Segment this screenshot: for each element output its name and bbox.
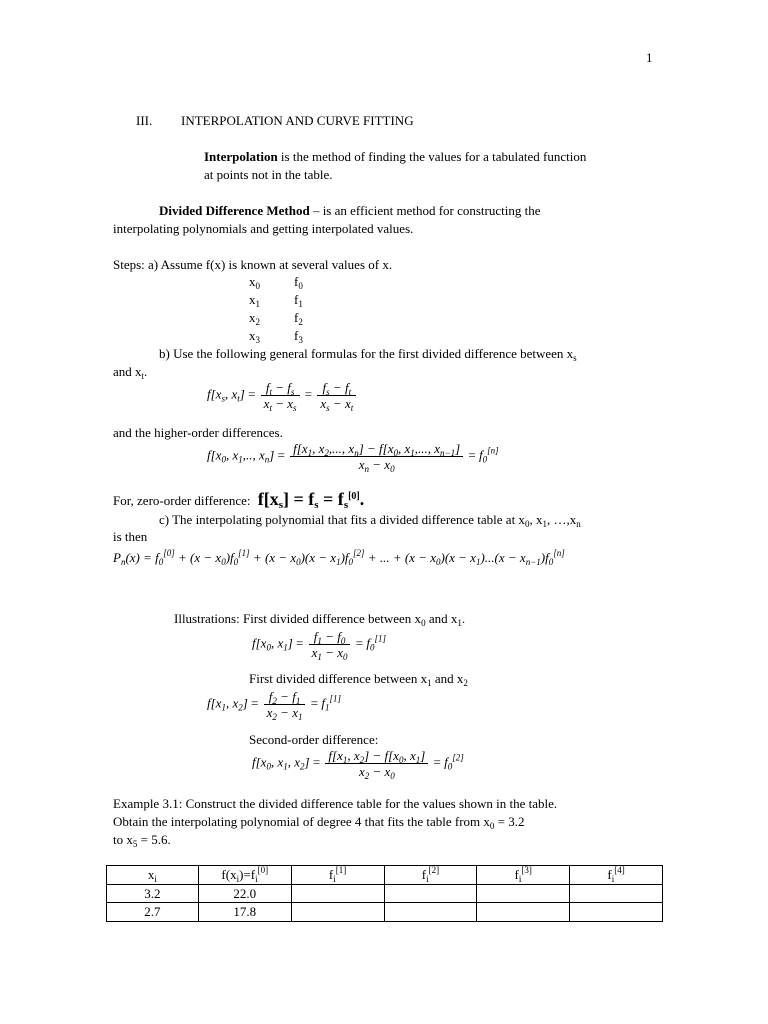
illustrations-intro: Illustrations: First divided difference between $x_0$ and $x_1$. <box>174 611 466 628</box>
header-f3: $f_i[3]$ <box>477 866 570 885</box>
table-cell: 2.7 <box>107 903 199 922</box>
header-f4: $f_i[4]$ <box>570 866 663 885</box>
steps-intro: Steps: a) Assume f(x) is known at several values of x. <box>113 257 393 272</box>
table-row <box>107 903 663 922</box>
steps-f0: $f_0$ <box>294 274 303 291</box>
steps-f3: $f_3$ <box>294 328 303 345</box>
zero-order-line: For, zero-order difference: $f[x_s] = f_s = f_s[0]$. <box>113 489 365 511</box>
section-title: INTERPOLATION AND CURVE FITTING <box>181 113 414 128</box>
table-cell <box>477 884 570 903</box>
ddm-definition <box>159 202 541 220</box>
header-xi: $x_i$ <box>107 866 199 885</box>
table-cell <box>570 884 663 903</box>
interpolating-polynomial: $P_n(x) = f_0[0] + (x - x_0)f_0[1] + (x - x_0)(x - x_1)f_0[2]$ + ... + $(x - x_0)(x - x_1)...(x - x_{n-1})f_0[n]$ <box>113 548 565 567</box>
illustration-formula-2: $f[x_1$, $x_2$] = $\frac{f_2 - f_1}{x_2 - x_1}$ = $f_1[1]$ <box>207 689 341 722</box>
higher-order-formula: $f[x_0$, $x_1$,.., $x_n$] = $\frac{f[x_1, x_2,..., x_n] - f[x_0, x_1,..., x_{n-1}]}{x_n - x_0}$ = $f_0[n]$ <box>207 441 499 474</box>
page-number: 1 <box>646 50 653 65</box>
table-cell <box>291 884 384 903</box>
table-cell: 22.0 <box>198 884 291 903</box>
illustration-formula-3: $f[x_0$, $x_1$, $x_2$] = $\frac{f[x_1, x_2] - f[x_0, x_1]}{x_2 - x_0}$ = $f_0[2]$ <box>252 748 464 781</box>
first-difference-formula: $f[x_s$, $x_t$] = $\frac{f_t - f_s}{x_t - x_s}$ = $\frac{f_s - f_t}{x_s - x_t}$ <box>207 380 358 411</box>
section-number: III. <box>136 113 153 128</box>
ddm-line1: – is an efficient method for constructing the <box>309 203 541 218</box>
interpolation-term: Interpolation <box>204 149 278 164</box>
step-b-line1: b) Use the following general formulas for the first divided difference between $x_s$ <box>159 346 577 363</box>
table-cell: 17.8 <box>198 903 291 922</box>
example-line2: Obtain the interpolating polynomial of degree 4 that fits the table from $x_0 = 3.2$ <box>113 814 525 831</box>
interpolation-line1: is the method of finding the values for a tabulated function <box>277 149 587 164</box>
step-c-line1: c) The interpolating polynomial that fits a divided difference table at $x_0$, $x_1$, $\dots,x_n$ <box>159 512 581 529</box>
interpolation-definition <box>204 148 586 166</box>
illustration-formula-1: $f[x_0$, $x_1$] = $\frac{f_1 - f_0}{x_1 - x_0}$ = $f_0[1]$ <box>252 629 386 662</box>
table-cell <box>477 903 570 922</box>
steps-f2: $f_2$ <box>294 310 303 327</box>
table-cell <box>384 903 477 922</box>
interpolation-line2: at points not in the table. <box>204 167 333 182</box>
header-fxi: $f(x_i)=f_i[0]$ <box>198 866 291 885</box>
step-c-line2: is then <box>113 529 148 544</box>
steps-x3: $x_3$ <box>249 328 260 345</box>
steps-x0: $x_0$ <box>249 274 260 291</box>
ddm-line2: interpolating polynomials and getting interpolated values. <box>113 221 414 236</box>
table-cell <box>384 884 477 903</box>
second-order-label: Second-order difference: <box>249 732 379 747</box>
divided-difference-table <box>106 865 663 922</box>
ddm-term: Divided Difference Method <box>159 203 310 218</box>
header-f1: $f_i[1]$ <box>291 866 384 885</box>
table-row <box>107 884 663 903</box>
example-line1: Example 3.1: Construct the divided difference table for the values shown in the table. <box>113 796 558 811</box>
table-cell <box>291 903 384 922</box>
higher-order-label: and the higher-order differences. <box>113 425 283 440</box>
table-cell <box>570 903 663 922</box>
steps-x1: $x_1$ <box>249 292 260 309</box>
table-cell: 3.2 <box>107 884 199 903</box>
example-line3: to $x_5 = 5.6$. <box>113 832 171 849</box>
header-f2: $f_i[2]$ <box>384 866 477 885</box>
step-b-line2: and $x_t$. <box>113 364 148 381</box>
illustrations-second: First divided difference between $x_1$ and $x_2$ <box>249 671 468 688</box>
steps-f1: $f_1$ <box>294 292 303 309</box>
steps-x2: $x_2$ <box>249 310 260 327</box>
table-header-row <box>107 866 663 885</box>
